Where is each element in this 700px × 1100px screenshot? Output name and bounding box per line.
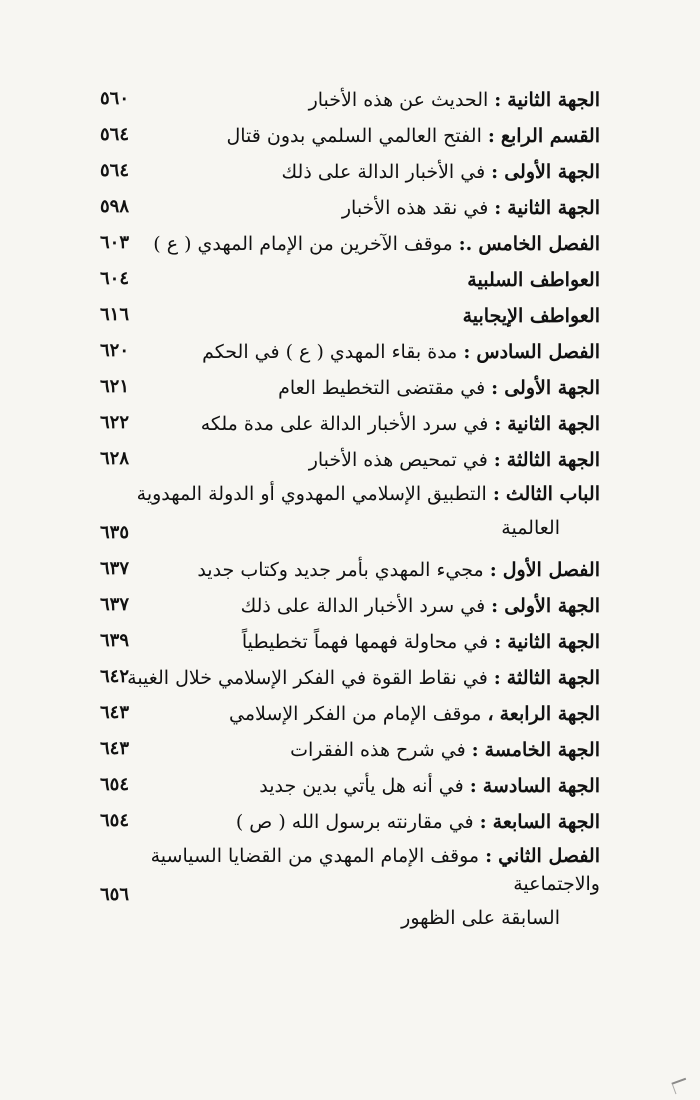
toc-entry <box>100 334 600 370</box>
toc-page-number: ٥٦٤ <box>100 124 130 145</box>
toc-entry-separator: : <box>494 89 502 111</box>
toc-page-number: ٥٦٠ <box>100 88 130 109</box>
toc-page-number: ٦٢١ <box>100 376 130 397</box>
toc-page-number: ٦٣٧ <box>100 594 130 615</box>
toc-entry-title <box>241 592 600 620</box>
toc-page-number: ٦٥٤ <box>100 774 130 795</box>
toc-entry-separator: : <box>491 377 499 399</box>
toc-entry <box>100 732 600 768</box>
toc-entry-title <box>278 374 600 402</box>
toc-page-number: ٥٩٨ <box>100 196 130 217</box>
toc-entry-label: الجهة الثانية <box>507 631 600 653</box>
toc-entry <box>100 442 600 478</box>
toc-entry-separator: : <box>494 197 502 219</box>
toc-entry-title <box>282 158 600 186</box>
toc-entry-title <box>202 338 600 366</box>
toc-page-number: ٦٢٨ <box>100 448 130 469</box>
table-of-contents <box>100 82 600 929</box>
toc-page-number: ٦٤٢ <box>100 666 130 687</box>
toc-entry-title <box>100 842 600 932</box>
toc-page-number: ٦٠٣ <box>100 232 130 253</box>
toc-entry-title <box>467 266 600 294</box>
toc-entry-separator: : <box>494 631 502 653</box>
toc-entry-label: الجهة الأولى <box>504 377 600 399</box>
toc-entry-label: الجهة الثانية <box>507 413 600 435</box>
toc-entry-text: الحديث عن هذه الأخبار <box>308 89 489 111</box>
toc-entry-title <box>197 556 600 584</box>
toc-entry-label: الفصل الأول <box>502 559 600 581</box>
toc-entry-text: في مقتضى التخطيط العام <box>278 377 486 399</box>
toc-entry-title <box>342 194 600 222</box>
toc-entry <box>100 624 600 660</box>
toc-page-number: ٦٣٧ <box>100 558 130 579</box>
toc-entry-title <box>236 808 600 836</box>
toc-entry-title <box>201 410 600 438</box>
toc-entry-title <box>259 772 600 800</box>
toc-entry <box>100 552 600 588</box>
toc-entry <box>100 262 600 298</box>
toc-entry-text: موقف الآخرين من الإمام المهدي ( ع ) <box>153 233 453 255</box>
toc-entry <box>100 406 600 442</box>
toc-page-number: ٦٠٤ <box>100 268 130 289</box>
toc-entry-separator: : <box>492 483 500 505</box>
toc-page-number: ٦٣٥ <box>100 522 130 543</box>
toc-entry-label: الفصل الثاني <box>498 845 600 867</box>
toc-page-number: ٦٢٠ <box>100 340 130 361</box>
toc-entry-title <box>153 230 600 258</box>
toc-entry <box>100 804 600 840</box>
toc-entry-label: الفصل السادس <box>476 341 600 363</box>
toc-entry-label: الجهة الخامسة <box>484 739 600 761</box>
toc-page-number: ٦٢٢ <box>100 412 130 433</box>
toc-entry-text-continued: السابقة على الظهور <box>401 907 560 929</box>
toc-entry-text: مجيء المهدي بأمر جديد وكتاب جديد <box>197 559 484 581</box>
toc-entry <box>100 768 600 804</box>
toc-page-number: ٦٤٣ <box>100 702 130 723</box>
toc-entry-label: القسم الرابع <box>500 125 600 147</box>
toc-page-number: ٦٥٦ <box>100 884 130 905</box>
toc-entry-separator: .: <box>458 233 473 255</box>
toc-entry-text: التطبيق الإسلامي المهدوي أو الدولة المهدوية <box>136 483 487 505</box>
toc-entry-title <box>226 122 600 150</box>
toc-entry-separator: : <box>463 341 471 363</box>
toc-entry-label: الجهة الثالثة <box>506 667 600 689</box>
toc-entry-title <box>309 446 600 474</box>
toc-entry-text: في سرد الأخبار الدالة على مدة ملكه <box>200 413 489 435</box>
toc-entry-title <box>242 628 600 656</box>
toc-entry-separator: : <box>485 845 493 867</box>
toc-entry-label: الجهة الأولى <box>504 595 600 617</box>
toc-page-number: ٦٥٤ <box>100 810 130 831</box>
toc-entry-text: في شرح هذه الفقرات <box>290 739 466 761</box>
toc-page-number: ٦٣٩ <box>100 630 130 651</box>
toc-entry-label: الفصل الخامس <box>478 233 600 255</box>
toc-entry <box>100 118 600 154</box>
toc-entry-text: في الأخبار الدالة على ذلك <box>281 161 486 183</box>
toc-entry <box>100 298 600 334</box>
toc-entry-text: في نقد هذه الأخبار <box>341 197 489 219</box>
toc-entry-text: في سرد الأخبار الدالة على ذلك <box>240 595 486 617</box>
toc-entry-label: الجهة السادسة <box>482 775 600 797</box>
toc-entry-title <box>229 700 600 728</box>
toc-entry <box>100 190 600 226</box>
toc-entry-separator: : <box>471 739 479 761</box>
toc-entry <box>100 588 600 624</box>
toc-page-number: ٦١٦ <box>100 304 130 325</box>
toc-entry-separator: : <box>491 595 499 617</box>
toc-entry-title <box>463 302 600 330</box>
toc-entry-label: العواطف السلبية <box>467 269 600 291</box>
toc-entry-separator: : <box>479 811 487 833</box>
toc-entry-label: العواطف الإيجابية <box>462 305 600 327</box>
toc-entry-text: مدة بقاء المهدي ( ع ) في الحكم <box>202 341 458 363</box>
toc-entry-title <box>309 86 600 114</box>
toc-entry-title <box>100 480 600 542</box>
toc-entry-separator: ، <box>487 703 494 725</box>
toc-entry-text: في مقارنته برسول الله ( ص ) <box>235 811 474 833</box>
toc-entry-text-continued: العالمية <box>501 517 560 539</box>
toc-entry-text: في أنه هل يأتي بدين جديد <box>259 775 464 797</box>
toc-entry <box>100 226 600 262</box>
toc-entry-separator: : <box>494 413 502 435</box>
toc-entry-separator: : <box>493 667 501 689</box>
page-corner-mark <box>671 1078 689 1094</box>
toc-entry-separator: : <box>493 449 501 471</box>
toc-entry <box>100 840 600 929</box>
toc-entry-separator: : <box>487 125 495 147</box>
toc-page-number: ٥٦٤ <box>100 160 130 181</box>
toc-entry <box>100 82 600 118</box>
toc-entry-text: الفتح العالمي السلمي بدون قتال <box>226 125 482 147</box>
toc-entry-separator: : <box>491 161 499 183</box>
toc-entry <box>100 370 600 406</box>
toc-entry-label: الجهة الثالثة <box>506 449 600 471</box>
toc-entry <box>100 154 600 190</box>
toc-entry-text: في نقاط القوة في الفكر الإسلامي خلال الغيبة <box>127 667 488 689</box>
toc-entry-title <box>290 736 600 764</box>
toc-entry-text: موقف الإمام من الفكر الإسلامي <box>229 703 482 725</box>
toc-entry-label: الجهة الأولى <box>504 161 600 183</box>
toc-entry-text: في تمحيص هذه الأخبار <box>308 449 488 471</box>
toc-entry-text: في محاولة فهمها فهماً تخطيطياً <box>241 631 489 653</box>
toc-entry <box>100 660 600 696</box>
toc-entry <box>100 696 600 732</box>
toc-entry-label: الجهة الثانية <box>507 197 600 219</box>
toc-entry-label: الجهة الثانية <box>507 89 600 111</box>
toc-entry-label: الجهة الرابعة <box>499 703 600 725</box>
toc-entry-title <box>127 664 600 692</box>
toc-entry-separator: : <box>489 559 497 581</box>
toc-entry <box>100 478 600 552</box>
toc-entry-text: موقف الإمام المهدي من القضايا السياسية والاجتماعية <box>150 845 600 895</box>
toc-page-number: ٦٤٣ <box>100 738 130 759</box>
toc-entry-label: الباب الثالث <box>505 483 600 505</box>
toc-entry-separator: : <box>469 775 477 797</box>
toc-entry-label: الجهة السابعة <box>492 811 600 833</box>
